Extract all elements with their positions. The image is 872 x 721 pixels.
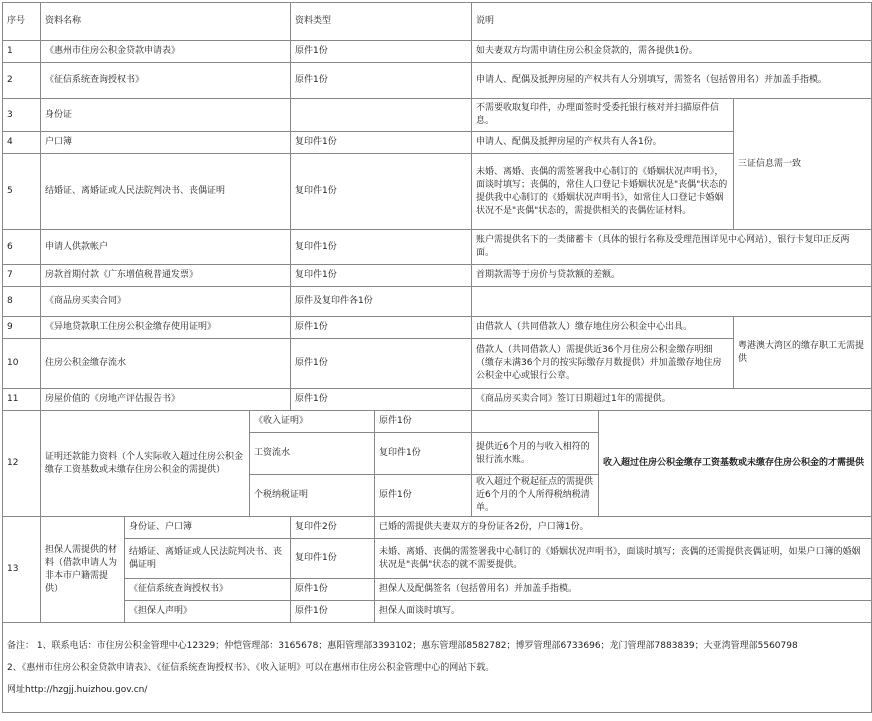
sub-note: 已婚的需提供夫妻双方的身份证各2份，户口簿1份。 [375,517,872,539]
table-row [3,601,872,623]
row-name: 申请人供款帐户 [41,230,291,265]
row-name: 《异地贷款职工住房公积金缴存使用证明》 [41,317,291,339]
row-type: 复印件1份 [291,265,472,287]
row-type: 原件1份 [291,389,472,411]
note-website: 网址http://hzgjj.huizhou.gov.cn/ [7,684,148,695]
table-row [3,317,872,339]
table-row [3,63,872,99]
row-index: 9 [3,317,41,339]
notes-cell [3,623,872,713]
table-row [3,539,872,579]
row-note: 账户需提供名下的一类储蓄卡（具体的银行名称及受理范围详见中心网站），银行卡复印正反两面。 [472,230,872,265]
row-index: 8 [3,287,41,317]
income-highlight-note: 收入超过住房公积金缴存工资基数或未缴存住房公积金的才需提供 [599,411,872,517]
sub-type: 原件1份 [375,475,472,517]
sub-note: 担保人面谈时填写。 [375,601,872,623]
sub-type: 复印件1份 [375,433,472,475]
sub-type: 原件1份 [291,601,375,623]
row-name: 《征信系统查询授权书》 [41,63,291,99]
row-index: 4 [3,132,41,154]
row-name: 房款首期付款《广东增值税普通发票》 [41,265,291,287]
row-note: 《商品房买卖合同》签订日期超过1年的需提供。 [472,389,872,411]
row-index: 3 [3,99,41,132]
row-type: 原件及复印件各1份 [291,287,472,317]
row-name: 证明还款能力资料（个人实际收入超过住房公积金缴存工资基数或未缴存住房公积金的需提供） [41,411,250,517]
header-type: 资料类型 [291,3,472,41]
sub-name: 《收入证明》 [250,411,375,433]
row-index: 5 [3,154,41,230]
sub-name: 《担保人声明》 [125,601,291,623]
row-note: 如夫妻双方均需申请住房公积金贷款的，需各提供1份。 [472,41,872,63]
sub-type: 原件1份 [375,411,472,433]
row-index: 10 [3,339,41,389]
table-row [3,265,872,287]
row-index: 11 [3,389,41,411]
sub-note [472,411,599,433]
materials-table [2,2,872,713]
row-name: 身份证 [41,99,291,132]
row-type [291,99,472,132]
row-index: 12 [3,411,41,517]
row-name: 结婚证、离婚证或人民法院判决书、丧偶证明 [41,154,291,230]
sub-name: 工资流水 [250,433,375,475]
header-index: 序号 [3,3,41,41]
row-note: 申请人、配偶及抵押房屋的产权共有人各1份。 [472,132,734,154]
sub-note: 担保人及配偶签名（包括曾用名）并加盖手指模。 [375,579,872,601]
row-note: 首期款需等于房价与贷款额的差额。 [472,265,872,287]
row-note: 申请人、配偶及抵押房屋的产权共有人分别填写，需签名（包括曾用名）并加盖手指模。 [472,63,872,99]
table-header-row [3,3,872,41]
sub-note: 提供近6个月的与收入相符的银行流水账。 [472,433,599,475]
header-name: 资料名称 [41,3,291,41]
row-note: 不需要收取复印件，办理面签时受委托银行核对并扫描原件信息。 [472,99,734,132]
table-row [3,287,872,317]
sub-name: 个税纳税证明 [250,475,375,517]
row-note: 由借款人（共同借款人）缴存地住房公积金中心出具。 [472,317,734,339]
gba-note: 粤港澳大湾区的缴存职工无需提供 [734,317,872,389]
table-row [3,41,872,63]
row-name: 户口簿 [41,132,291,154]
row-type: 原件1份 [291,339,472,389]
header-note: 说明 [472,3,872,41]
row-type: 复印件1份 [291,154,472,230]
sub-type: 复印件2份 [291,517,375,539]
row-name: 住房公积金缴存流水 [41,339,291,389]
row-name: 房屋价值的《房地产评估报告书》 [41,389,291,411]
row-type: 复印件1份 [291,132,472,154]
sub-name: 《征信系统查询授权书》 [125,579,291,601]
sub-note: 未婚、离婚、丧偶的需签署我中心制订的《婚姻状况声明书》，面谈时填写；丧偶的还需提供丧偶证明，如果户口簿的婚姻状况是"丧偶"状态的就不需要提供。 [375,539,872,579]
row-index: 1 [3,41,41,63]
note-download: 2、《惠州市住房公积金贷款申请表》、《征信系统查询授权书》、《收入证明》可以在惠州市住房公积金管理中心的网站下载。 [7,662,495,673]
table-row [3,389,872,411]
table-row [3,579,872,601]
notes-row [3,623,872,713]
row-index: 2 [3,63,41,99]
row-name: 担保人需提供的材料（借款申请人为非本市户籍需提供） [41,517,125,623]
row-note: 未婚、离婚、丧偶的需签署我中心制订的《婚姻状况声明书》，面谈时填写；丧偶的，常住人口登记卡婚姻状况是"丧偶"状态的提供我中心制订的《婚姻状况声明书》，如常住人口登记卡婚姻状况不是"丧偶"状态的，需提供相关的丧偶佐证材料。 [472,154,734,230]
row-index: 6 [3,230,41,265]
table-row [3,99,872,132]
row-note [472,287,872,317]
table-row [3,411,872,433]
sub-name: 结婚证、离婚证或人民法院判决书、丧偶证明 [125,539,291,579]
table-row [3,230,872,265]
row-name: 《商品房买卖合同》 [41,287,291,317]
row-note: 借款人（共同借款人）需提供近36个月住房公积金缴存明细（缴存未满36个月的按实际缴存月数提供）并加盖缴存地住房公积金中心或银行公章。 [472,339,734,389]
row-index: 7 [3,265,41,287]
row-type: 原件1份 [291,41,472,63]
sub-type: 复印件1份 [291,539,375,579]
row-type: 原件1份 [291,317,472,339]
table-row [3,517,872,539]
row-name: 《惠州市住房公积金贷款申请表》 [41,41,291,63]
sub-note: 收入超过个税起征点的需提供近6个月的个人所得税纳税清单。 [472,475,599,517]
sub-name: 身份证、户口簿 [125,517,291,539]
note-contact: 备注： 1、联系电话：市住房公积金管理中心12329；仲恺管理部：3165678；惠阳管理部3393102；惠东管理部8582782；博罗管理部6733696；龙门管理部7883839；大亚湾管理部5560798 [7,640,798,651]
three-cert-note: 三证信息需一致 [734,99,872,230]
row-type: 复印件1份 [291,230,472,265]
row-type: 原件1份 [291,63,472,99]
row-index: 13 [3,517,41,623]
sub-type: 原件1份 [291,579,375,601]
